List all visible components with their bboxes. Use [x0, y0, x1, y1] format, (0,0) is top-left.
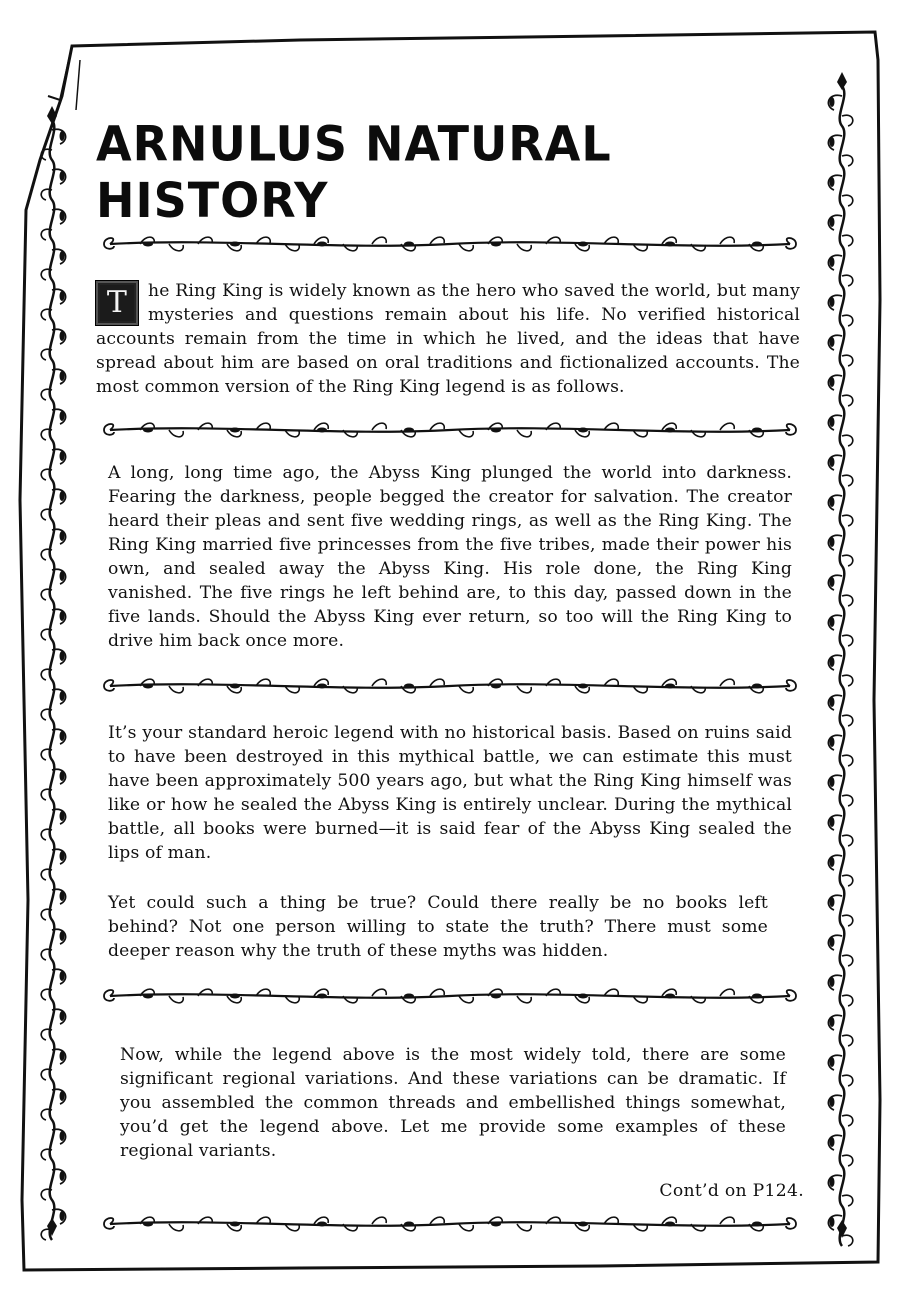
variants-paragraph: Now, while the legend above is the most widely told, there are some significant regional variations. And these variations can be dramatic. If you assembled the common threads and embellished things somewhat, you’d get the legend above. Let me provide some examples of these regional variants. [120, 1045, 786, 1161]
question-paragraph: Yet could such a thing be true? Could there really be no books left behind? Not one person willing to state the truth? There must some deeper reason why the truth of these myths was hidden. [108, 893, 768, 961]
intro-paragraph [96, 279, 800, 399]
drop-cap: T [96, 281, 138, 325]
ornament-divider [100, 420, 800, 440]
page-title: ARNULUS NATURAL HISTORY [96, 115, 612, 229]
continued-note: Cont’d on P124. [659, 1181, 804, 1201]
ornament-divider [100, 986, 800, 1006]
analysis-paragraph: It’s your standard heroic legend with no historical basis. Based on ruins said to have been destroyed in this mythical battle, we can estimate this must have been approximately 500 years ago, but what the Ring King himself was like or how he sealed the Abyss King is entirely unclear. During the mythical battle, all books were burned—it is said fear of the Abyss King sealed the lips of man. [108, 723, 792, 863]
intro-text: he Ring King is widely known as the hero who saved the world, but many mysteries and questions remain about his life. No verified historical accounts remain from the time in which he lived, and the ideas that have spread about him are based on oral traditions and fictionalized accounts. The most common version of the Ring King legend is as follows. [96, 281, 800, 397]
ornament-divider [100, 1214, 800, 1234]
ornament-divider [100, 676, 800, 696]
legend-paragraph: A long, long time ago, the Abyss King plunged the world into darkness. Fearing the darkness, people begged the creator for salvation. The creator heard their pleas and sent five wedding rings, as well as the Ring King. The Ring King married five princesses from the five tribes, made their power his own, and sealed away the Abyss King. His role done, the Ring King vanished. The five rings he left behind are, to this day, passed down in the five lands. Should the Abyss King ever return, so too will the Ring King to drive him back once more. [108, 463, 792, 651]
ornament-divider [100, 234, 800, 254]
